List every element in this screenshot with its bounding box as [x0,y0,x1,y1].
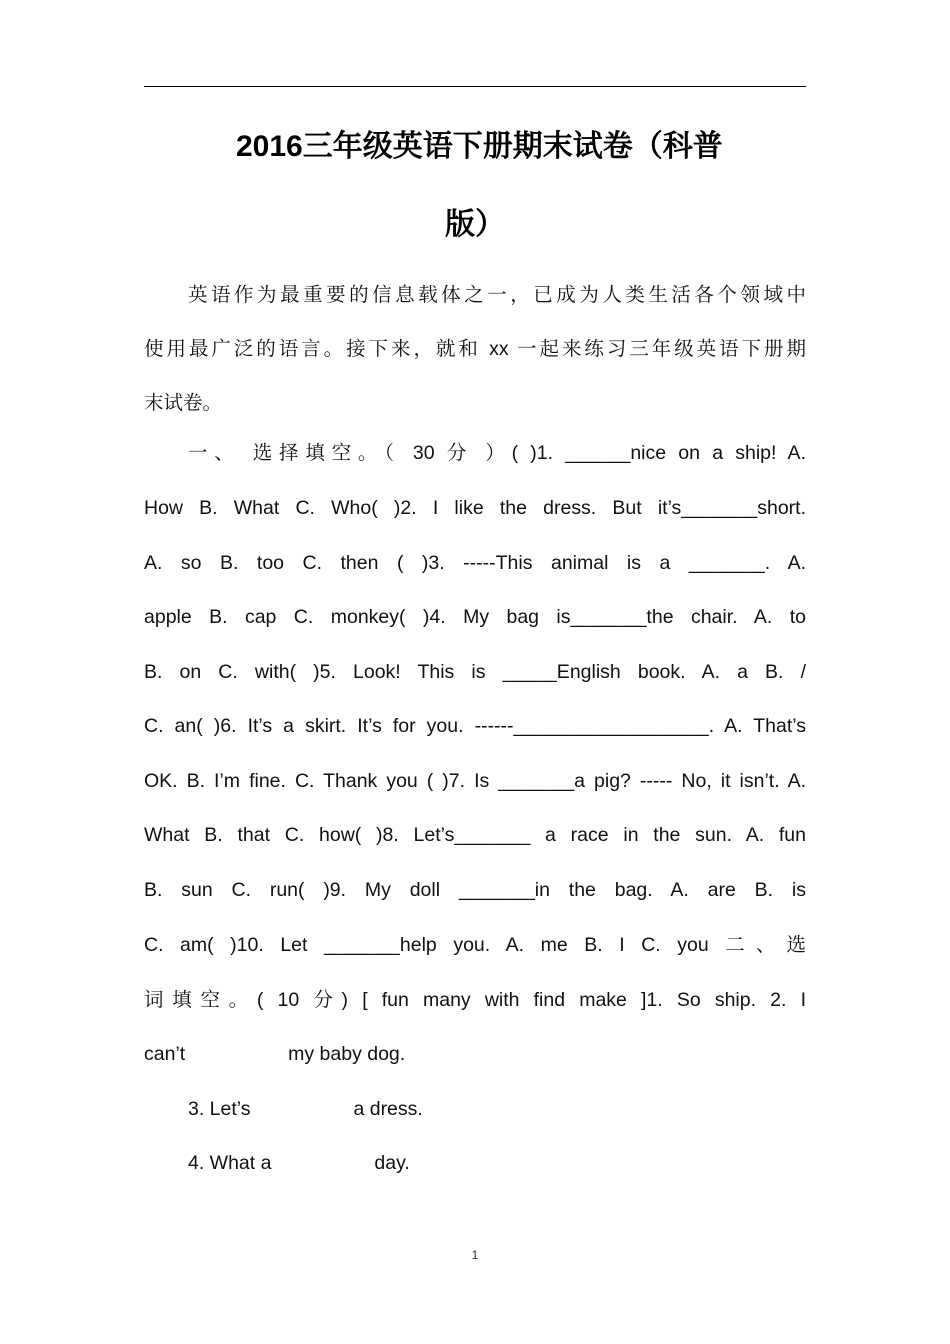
header-rule [144,86,806,87]
exercise-line: can’t my baby dog. [144,1043,406,1065]
exercise-line: 3. Let’s a dress. [188,1098,423,1120]
exercise-line: 词填空。( 10 分) [ fun many with find make ]1. So ship. 2. I [144,989,806,1011]
exercise-line: How B. What C. Who( )2. I like the dress. But it’s_______short. [144,497,806,519]
body-line: 使用最广泛的语言。接下来，就和 xx 一起来练习三年级英语下册期 [144,338,806,360]
exercise-line: 4. What a day. [188,1152,410,1174]
body-line: 英语作为最重要的信息载体之一，已成为人类生活各个领域中 [188,284,806,306]
document-title-line-2: 版） [445,208,505,241]
exercise-line: 一、 选择填空。（ 30 分 ）( )1. ______nice on a ship! A. [188,442,806,464]
document-title-line-1: 2016三年级英语下册期末试卷（科普 [236,130,723,163]
exercise-line: OK. B. I’m fine. C. Thank you ( )7. Is _______a pig? ----- No, it isn’t. A. [144,770,806,792]
exercise-line: C. am( )10. Let _______help you. A. me B. I C. you 二、选 [144,934,806,956]
exercise-line: C. an( )6. It’s a skirt. It’s for you. ------__________________. A. That’s [144,715,806,737]
exercise-line: B. sun C. run( )9. My doll _______in the bag. A. are B. is [144,879,806,901]
body-line: 末试卷。 [144,392,223,414]
exercise-line: What B. that C. how( )8. Let’s_______ a race in the sun. A. fun [144,824,806,846]
exercise-line: A. so B. too C. then ( )3. -----This animal is a _______. A. [144,552,806,574]
exercise-line: B. on C. with( )5. Look! This is _____English book. A. a B. / [144,661,806,683]
page-number: 1 [471,1248,479,1262]
exercise-line: apple B. cap C. monkey( )4. My bag is_______the chair. A. to [144,606,806,628]
